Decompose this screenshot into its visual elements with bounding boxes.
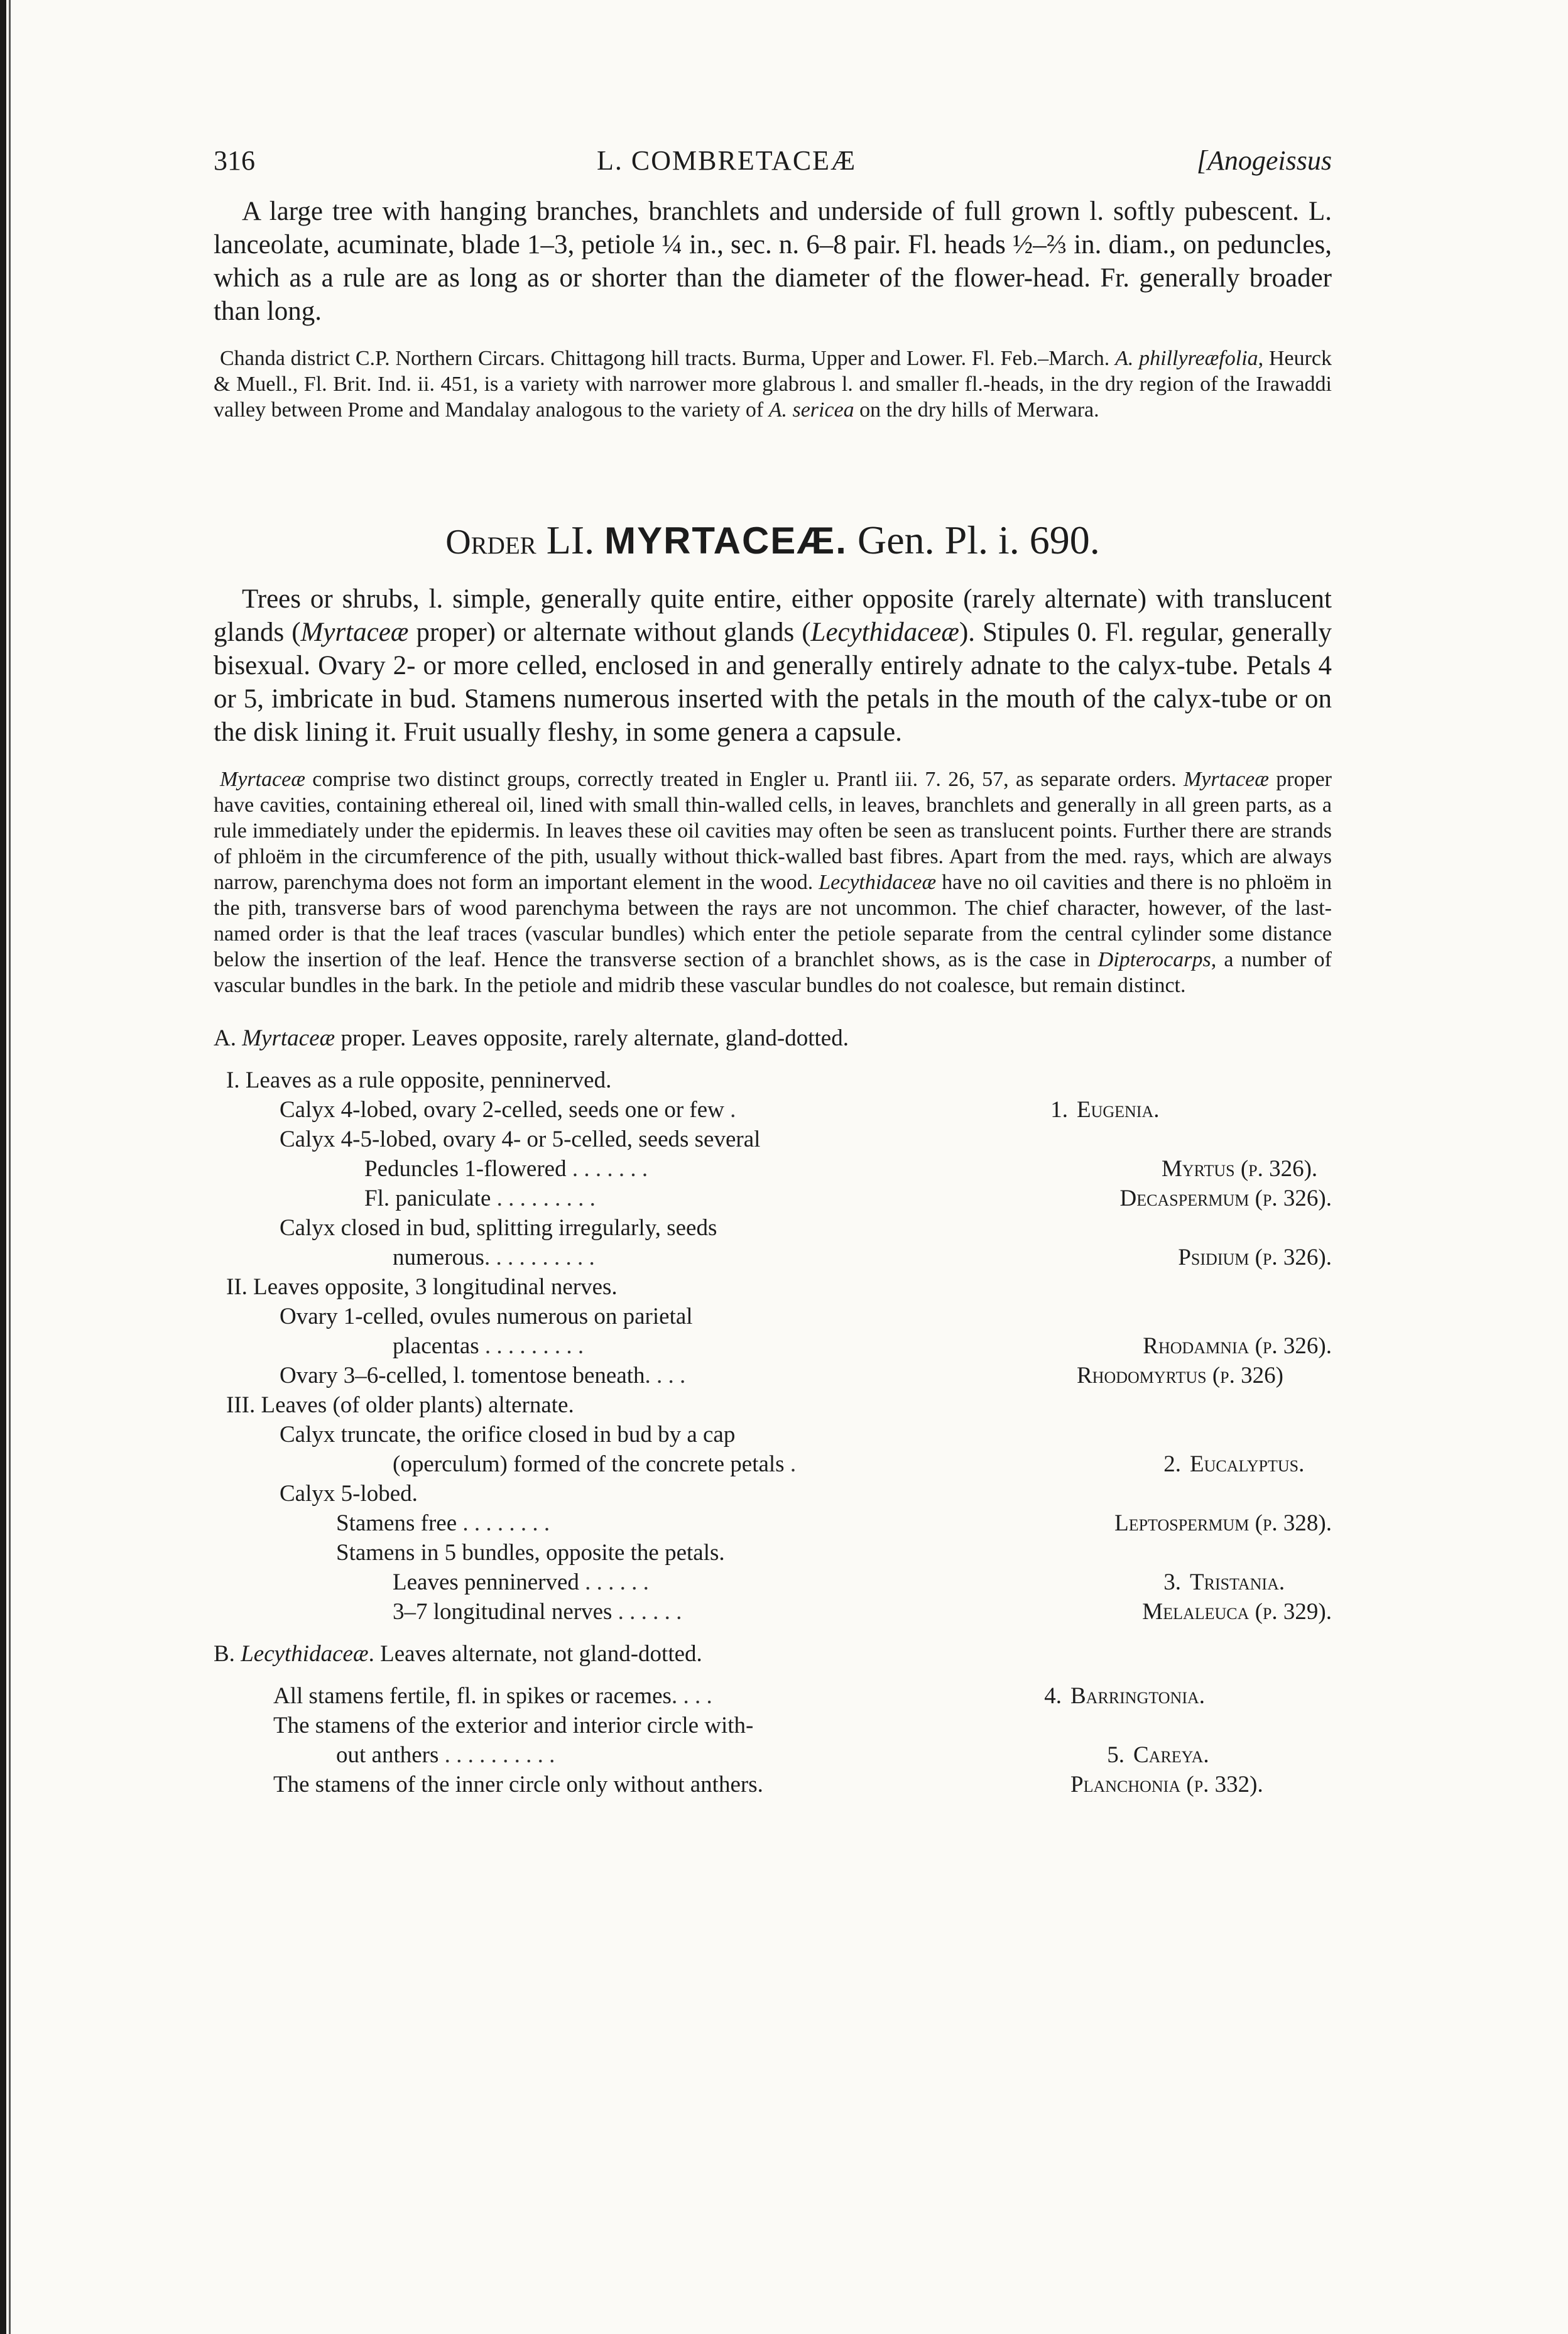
key-desc: III. Leaves (of older plants) alternate. <box>226 1392 574 1418</box>
key-row <box>214 1449 1332 1479</box>
page-number: 316 <box>214 145 255 176</box>
anatomy-i3: Lecythidaceæ <box>819 871 937 894</box>
key-desc: The stamens of the inner circle only without anthers. <box>273 1772 763 1797</box>
order-desc-italic1: Myrtaceæ <box>300 618 409 647</box>
key-genus: Rhodamnia (p. 326). <box>1143 1333 1332 1359</box>
key-desc: Calyx 5-lobed. <box>280 1481 418 1507</box>
key-row <box>214 1302 1332 1331</box>
key-row <box>214 1154 1332 1184</box>
key-section-a <box>214 1023 1332 1053</box>
key-desc: Calyx truncate, the orifice closed in bud by a cap <box>280 1422 736 1448</box>
order-desc-part2: proper) or alternate without glands ( <box>408 618 811 647</box>
key-desc: All stamens fertile, fl. in spikes or racemes. . . . <box>273 1683 712 1709</box>
key-genus: Melaleuca (p. 329). <box>1142 1599 1332 1625</box>
order-numeral: LI. <box>536 518 605 562</box>
key-row <box>214 1361 1332 1390</box>
key-row <box>214 1331 1332 1361</box>
key-row <box>214 1420 1332 1449</box>
anatomy-i2: Myrtaceæ <box>1183 768 1269 791</box>
key-desc: Ovary 1-celled, ovules numerous on parietal <box>280 1304 693 1329</box>
genera-key <box>214 1023 1332 1799</box>
running-genus: [Anogeissus <box>1196 145 1332 176</box>
order-word: Order <box>445 523 536 562</box>
key-row <box>214 1711 1332 1740</box>
key-genus: Tristania. <box>1190 1569 1285 1595</box>
key-row <box>214 1568 1332 1597</box>
key-row <box>214 1538 1332 1568</box>
key-desc: (operculum) formed of the concrete petals . <box>393 1451 797 1477</box>
key-number: 5. <box>1107 1742 1124 1768</box>
anatomy-t1: comprise two distinct groups, correctly treated in Engler u. Prantl iii. 7. 26, 57, as separate orders. <box>305 768 1184 791</box>
key-desc: I. Leaves as a rule opposite, penninerved. <box>226 1067 612 1093</box>
key-row <box>214 1770 1332 1799</box>
key-a-italic: Myrtaceæ <box>242 1025 335 1051</box>
key-genus: Myrtus (p. 326). <box>1162 1156 1318 1182</box>
species-distribution <box>214 346 1332 423</box>
key-desc: Leaves penninerved . . . . . . <box>393 1569 649 1595</box>
order-desc-part1: Trees or shrubs, l. simple, generally quite entire, either opposite (rarely alternate) with translucent glands ( <box>214 584 1332 647</box>
key-desc: numerous. . . . . . . . . . <box>393 1245 595 1270</box>
key-desc: placentas . . . . . . . . . <box>393 1333 584 1359</box>
key-number: 1. <box>1050 1097 1068 1123</box>
anatomy-t2: proper have cavities, containing ethereal oil, lined with small thin-walled cells, in leaves, branchlets and generally in all green parts, as a rule immediately under the epidermis. In leaves these oil cavities may often be seen as translucent points. Further there are strands of phloëm in the circumference of the pith, usually without thick-walled bast fibres. Apart from the med. rays, which are always narrow, parenchyma does not form an important element in the wood. <box>214 768 1332 894</box>
binding-edge-line <box>9 0 11 2334</box>
key-b-text: . Leaves alternate, not gland-dotted. <box>368 1641 702 1667</box>
species-description: A large tree with hanging branches, branchlets and underside of full grown l. softly pubescent. L. lanceolate, acuminate, blade 1–3, petiole ¼ in., sec. n. 6–8 pair. Fl. heads ½–⅔ in. diam., on peduncles, which as a rule are as long as or shorter than the diameter of the flower-head. Fr. generally broader than long. <box>214 197 1332 326</box>
key-desc: Fl. paniculate . . . . . . . . . <box>364 1186 596 1211</box>
key-desc: Ovary 3–6-celled, l. tomentose beneath. . . . <box>280 1363 686 1388</box>
key-row <box>214 1681 1332 1711</box>
key-number: 3. <box>1163 1569 1181 1595</box>
anatomy-t4: , a number of vascular bundles in the bark. In the petiole and midrib these vascular bundles do not coalesce, but remain distinct. <box>214 948 1332 997</box>
key-section-b <box>214 1639 1332 1669</box>
distribution-species-2: A. sericea <box>768 398 854 422</box>
key-desc: Calyx closed in bud, splitting irregularly, seeds <box>280 1215 717 1241</box>
key-a-label: A. <box>214 1025 242 1051</box>
order-description <box>214 582 1332 749</box>
page <box>214 145 1332 1799</box>
key-row <box>214 1272 1332 1302</box>
key-number: 2. <box>1163 1451 1181 1477</box>
key-row <box>214 1740 1332 1770</box>
key-row <box>214 1508 1332 1538</box>
distribution-species-1: A. phillyreæfolia <box>1115 347 1258 370</box>
key-desc: out anthers . . . . . . . . . . <box>336 1742 555 1768</box>
order-name: MYRTACEÆ. <box>604 520 847 562</box>
binding-edge <box>0 0 6 2334</box>
key-desc: Peduncles 1-flowered . . . . . . . <box>364 1156 648 1182</box>
key-b-italic: Lecythidaceæ <box>241 1641 369 1667</box>
key-genus: Eugenia. <box>1077 1097 1160 1123</box>
key-genus: Planchonia (p. 332). <box>1070 1772 1263 1797</box>
order-reference: Gen. Pl. i. 690. <box>847 518 1100 562</box>
order-heading <box>214 517 1332 564</box>
running-header <box>214 145 1332 188</box>
distribution-text-a: Chanda district C.P. Northern Circars. Chittagong hill tracts. Burma, Upper and Lower. Fl. Feb.–March. <box>220 347 1116 370</box>
order-desc-part3: ). Stipules 0. Fl. regular, generally bisexual. Ovary 2- or more celled, enclosed in and generally entirely adnate to the calyx-tube. Petals 4 or 5, imbricate in bud. Stamens numerous inserted with the petals in the mouth of the calyx-tube or on the disk lining it. Fruit usually fleshy, in some genera a capsule. <box>214 618 1332 747</box>
anatomy-i4: Dipterocarps <box>1097 948 1211 971</box>
distribution-text-b: , Heurck & Muell., Fl. Brit. Ind. ii. 451, is a variety with narrower more glabrous l. and smaller fl.-heads, in the dry region of the Irawaddi valley between Prome and Mandalay analogous to the variety of <box>214 347 1332 422</box>
key-desc: Stamens free . . . . . . . . <box>336 1510 550 1536</box>
distribution-text-c: on the dry hills of Merwara. <box>854 398 1099 422</box>
key-desc: The stamens of the exterior and interior circle with- <box>273 1713 754 1738</box>
key-row <box>214 1243 1332 1272</box>
key-genus: Eucalyptus. <box>1190 1451 1305 1477</box>
key-b-label: B. <box>214 1641 241 1667</box>
key-genus: Careya. <box>1133 1742 1209 1768</box>
anatomy-i1: Myrtaceæ <box>220 768 305 791</box>
key-genus: Rhodomyrtus (p. 326) <box>1077 1363 1283 1388</box>
anatomy-t3: have no oil cavities and there is no phloëm in the pith, transverse bars of wood parenchyma between the rays are not uncommon. The chief character, however, of the last-named order is that the leaf traces (vascular bundles) which enter the petiole separate from the central cylinder some distance below the insertion of the leaf. Hence the transverse section of a branchlet shows, as is the case in <box>214 871 1332 971</box>
order-desc-italic2: Lecythidaceæ <box>810 618 959 647</box>
key-row <box>214 1184 1332 1213</box>
key-genus: Barringtonia. <box>1070 1683 1205 1709</box>
anatomy-note <box>214 766 1332 998</box>
key-genus: Psidium (p. 326). <box>1178 1245 1332 1270</box>
key-row <box>214 1597 1332 1627</box>
key-row <box>214 1066 1332 1095</box>
key-row <box>214 1095 1332 1125</box>
running-title: L. COMBRETACEÆ <box>597 145 857 176</box>
key-genus: Leptospermum (p. 328). <box>1114 1510 1332 1536</box>
key-desc: Stamens in 5 bundles, opposite the petals. <box>336 1540 725 1566</box>
key-row <box>214 1479 1332 1508</box>
key-desc: Calyx 4-lobed, ovary 2-celled, seeds one or few . <box>280 1097 736 1123</box>
key-a-text: proper. Leaves opposite, rarely alternate, gland-dotted. <box>335 1025 849 1051</box>
key-genus: Decaspermum (p. 326). <box>1119 1186 1332 1211</box>
key-row <box>214 1125 1332 1154</box>
key-desc: 3–7 longitudinal nerves . . . . . . <box>393 1599 682 1625</box>
key-row <box>214 1390 1332 1420</box>
key-desc: II. Leaves opposite, 3 longitudinal nerves. <box>226 1274 618 1300</box>
key-number: 4. <box>1044 1683 1062 1709</box>
key-desc: Calyx 4-5-lobed, ovary 4- or 5-celled, seeds several <box>280 1126 761 1152</box>
key-row <box>214 1213 1332 1243</box>
